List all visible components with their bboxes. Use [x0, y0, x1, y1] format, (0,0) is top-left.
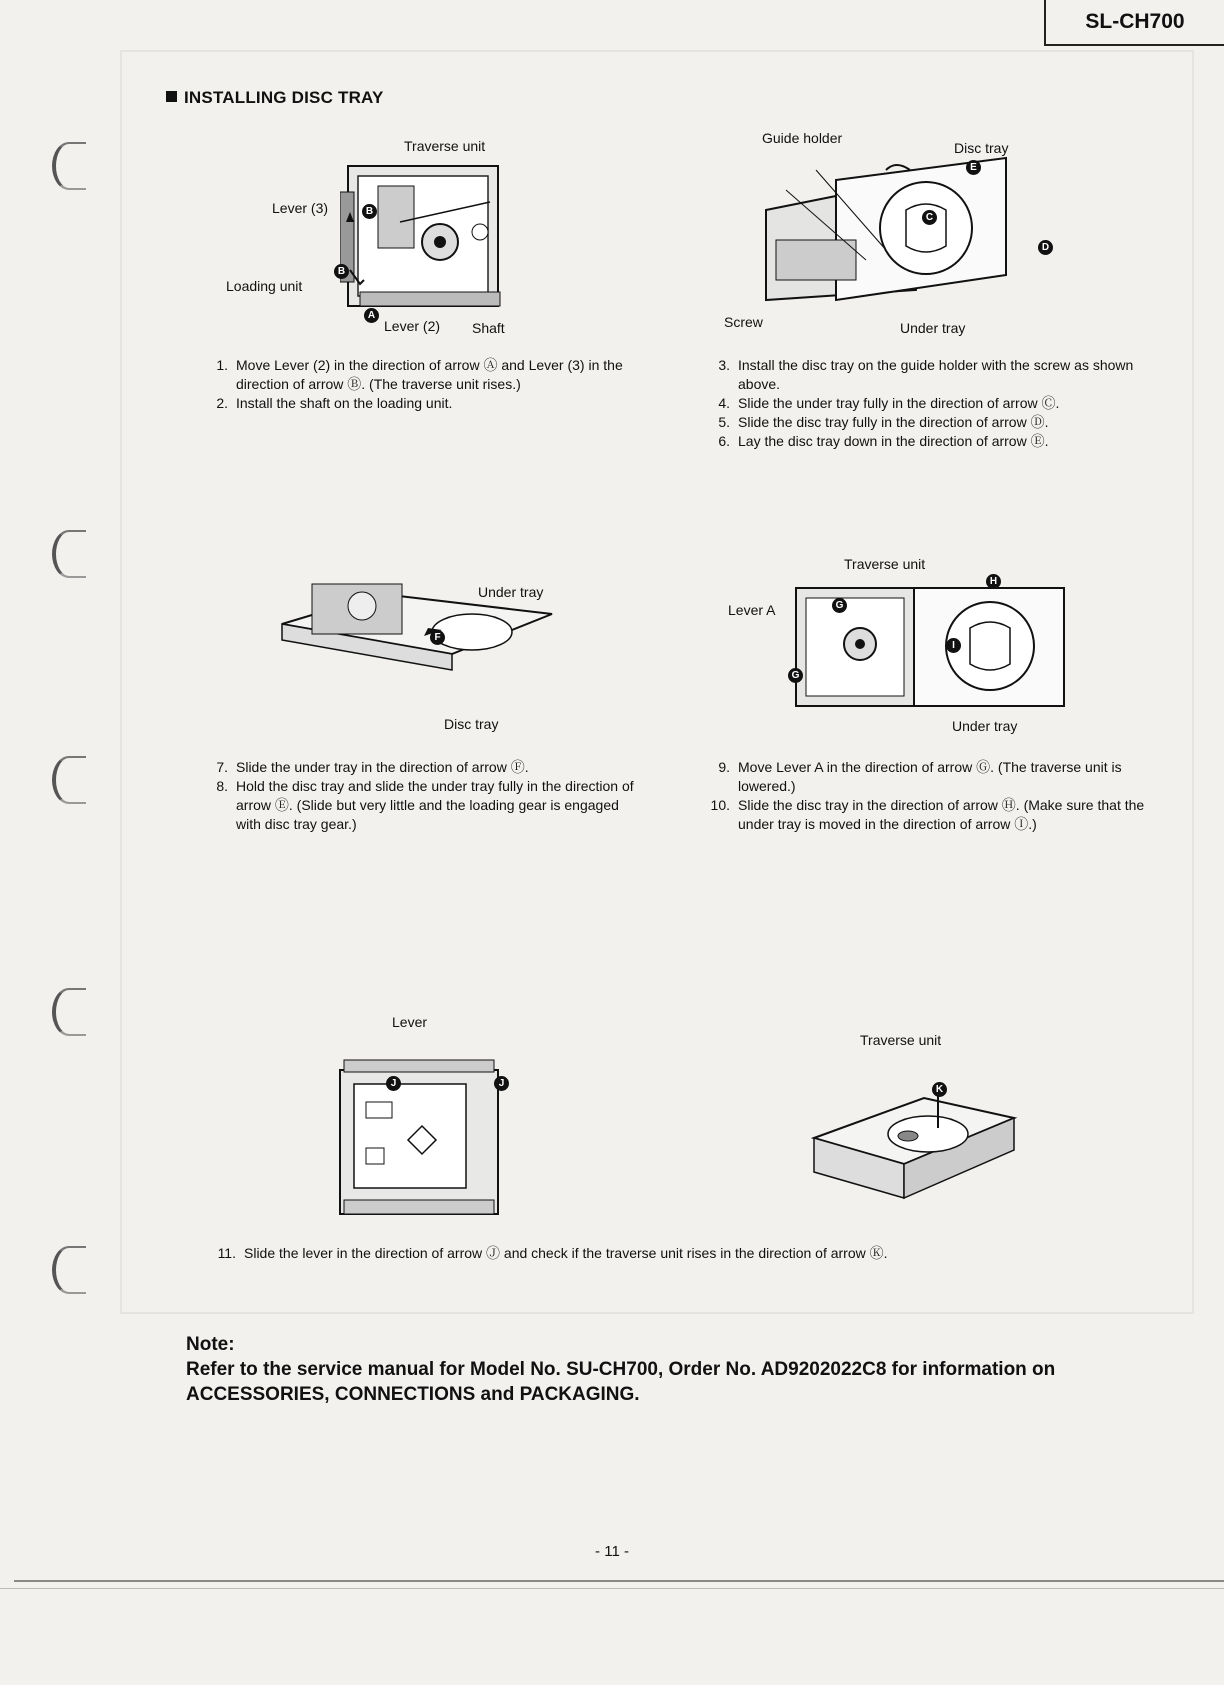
arrow-k-marker-icon: K: [932, 1082, 947, 1097]
step-text: Slide the disc tray in the direction of arrow Ⓗ. (Make sure that the under tray is moved in the direction of arrow Ⓘ.): [738, 797, 1145, 832]
page-edge-line: [14, 1580, 1224, 1582]
step-text: Slide the under tray fully in the direction of arrow Ⓒ.: [738, 395, 1060, 411]
traverse-unit-label: Traverse unit: [844, 556, 926, 572]
step-item: [706, 432, 1146, 451]
step-11: [212, 1244, 1112, 1263]
step-text: Lay the disc tray down in the direction of arrow Ⓔ.: [738, 433, 1049, 449]
screw-label: Screw: [724, 314, 763, 330]
page-edge-line: [0, 1588, 1224, 1589]
step-item: [706, 796, 1146, 834]
step-item: [212, 1244, 1112, 1263]
traverse-unit-figure: [340, 162, 508, 322]
disc-tray-label: Disc tray: [444, 716, 499, 732]
loading-unit-label: Loading unit: [226, 278, 303, 294]
step-item: [706, 758, 1146, 796]
shaft-label: Shaft: [472, 320, 505, 336]
step-text: Hold the disc tray and slide the under tray fully in the direction of arrow Ⓔ. (Slide but very little and the loading gear is engaged with disc tray gear.): [236, 778, 634, 832]
lever-a-label: Lever A: [728, 602, 776, 618]
step-number: 10.: [710, 797, 730, 813]
arrow-b-marker-icon: B: [334, 264, 349, 279]
lever-label: Lever: [392, 1014, 428, 1030]
step-item: [706, 356, 1146, 394]
arrow-f-marker-icon: F: [430, 630, 445, 645]
note-text: Refer to the service manual for Model No. SU-CH700, Order No. AD9202022C8 for information on ACCESSORIES, CONNECTIONS and PACKAGING.: [186, 1359, 1056, 1405]
arrow-j-marker-icon: J: [386, 1076, 401, 1091]
step-number: 8.: [216, 778, 228, 794]
step-number: 3.: [718, 357, 730, 373]
note-heading: Note:: [186, 1334, 235, 1355]
traverse-unit-label: Traverse unit: [404, 138, 486, 154]
lever-2-label: Lever (2): [384, 318, 441, 334]
steps-9-10: [706, 758, 1146, 834]
step-item: [706, 394, 1146, 413]
step-item: [204, 356, 644, 394]
note-block: [186, 1332, 1106, 1407]
lever-3-label: Lever (3): [272, 200, 329, 216]
arrow-g-marker-icon: G: [832, 598, 847, 613]
steps-3-6: [706, 356, 1146, 451]
binder-hole: [52, 142, 86, 190]
traverse-unit-label: Traverse unit: [860, 1032, 942, 1048]
step-text: Slide the lever in the direction of arrow Ⓙ and check if the traverse unit rises in the direction of arrow Ⓚ.: [244, 1245, 888, 1261]
step-item: [204, 777, 644, 834]
step-number: 5.: [718, 414, 730, 430]
traverse-rise-figure: [804, 1078, 1024, 1212]
arrow-d-marker-icon: D: [1038, 240, 1053, 255]
arrow-a-marker-icon: A: [364, 308, 379, 323]
model-number: SL-CH700: [1085, 10, 1185, 33]
binder-hole: [52, 1246, 86, 1294]
arrow-e-marker-icon: E: [966, 160, 981, 175]
section-title-text: INSTALLING DISC TRAY: [184, 88, 384, 107]
under-tray-label: Under tray: [952, 718, 1018, 734]
step-text: Move Lever (2) in the direction of arrow Ⓐ and Lever (3) in the direction of arrow Ⓑ. (The traverse unit rises.): [236, 357, 623, 392]
bullet-square-icon: [166, 91, 177, 102]
step-number: 2.: [216, 395, 228, 411]
arrow-g-marker-icon: G: [788, 668, 803, 683]
step-item: [204, 758, 644, 777]
step-item: [204, 394, 644, 413]
step-text: Install the disc tray on the guide holder with the screw as shown above.: [738, 357, 1134, 392]
step-item: [706, 413, 1146, 432]
binder-hole: [52, 988, 86, 1036]
step-number: 6.: [718, 433, 730, 449]
arrow-b-marker-icon: B: [362, 204, 377, 219]
steps-7-8: [204, 758, 644, 834]
binder-hole: [52, 530, 86, 578]
step-number: 4.: [718, 395, 730, 411]
arrow-j-marker-icon: J: [494, 1076, 509, 1091]
page-number: - 11 -: [595, 1543, 629, 1560]
model-number-box: [1044, 0, 1224, 46]
arrow-i-marker-icon: I: [946, 638, 961, 653]
step-number: 9.: [718, 759, 730, 775]
lever-chassis-figure: [336, 1056, 502, 1218]
step-text: Slide the disc tray fully in the direction of arrow Ⓓ.: [738, 414, 1049, 430]
disc-tray-label: Disc tray: [954, 140, 1009, 156]
step-text: Move Lever A in the direction of arrow Ⓖ. (The traverse unit is lowered.): [738, 759, 1122, 794]
step-number: 7.: [216, 759, 228, 775]
arrow-h-marker-icon: H: [986, 574, 1001, 589]
section-title: [166, 88, 384, 108]
steps-1-2: [204, 356, 644, 413]
step-text: Slide the under tray in the direction of arrow Ⓕ.: [236, 759, 529, 775]
step-text: Install the shaft on the loading unit.: [236, 395, 453, 411]
guide-holder-label: Guide holder: [762, 130, 843, 146]
step-number: 11.: [217, 1245, 236, 1261]
binder-hole: [52, 756, 86, 804]
step-number: 1.: [216, 357, 228, 373]
under-tray-label: Under tray: [900, 320, 966, 336]
arrow-c-marker-icon: C: [922, 210, 937, 225]
under-tray-label: Under tray: [478, 584, 544, 600]
